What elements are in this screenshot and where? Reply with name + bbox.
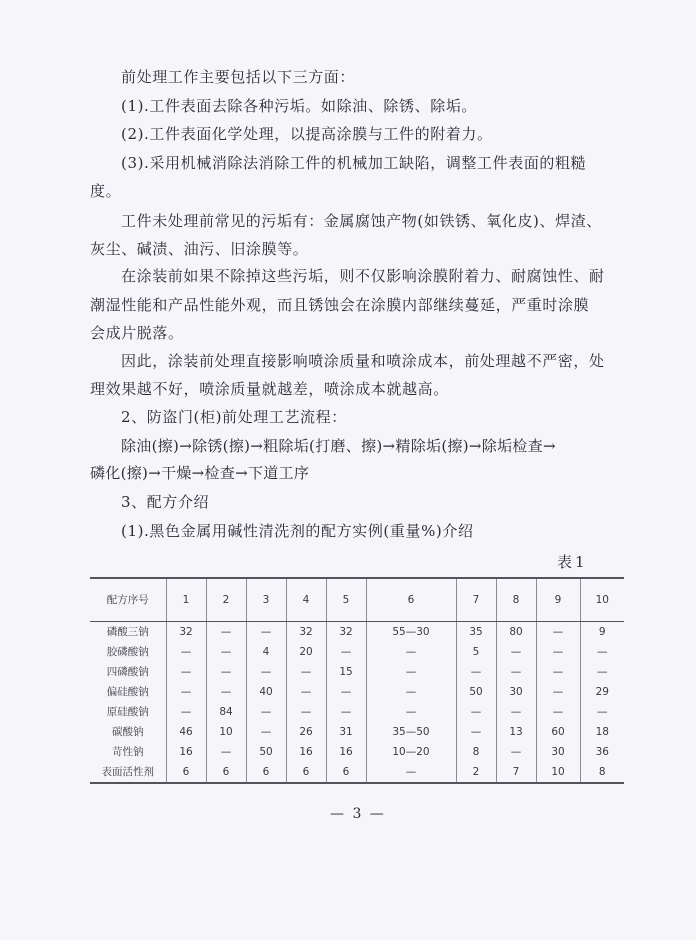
table-cell: — xyxy=(496,662,536,682)
table-cell: — xyxy=(166,662,206,682)
table-cell: 4 xyxy=(246,642,286,662)
table-cell: 30 xyxy=(536,742,580,762)
table-row xyxy=(90,682,624,702)
header-formula-2: 2 xyxy=(206,578,246,622)
table-cell: — xyxy=(206,742,246,762)
paragraph-intro: 前处理工作主要包括以下三方面： xyxy=(121,68,356,86)
paragraph-conclusion-line1: 因此，涂装前处理直接影响喷涂质量和喷涂成本，前处理越不严密，处 xyxy=(121,352,605,370)
table-cell: 8 xyxy=(456,742,496,762)
formula-table xyxy=(90,577,624,784)
table-row xyxy=(90,662,624,682)
table-cell: — xyxy=(580,642,624,662)
table-cell: 9 xyxy=(580,622,624,643)
table-cell: 46 xyxy=(166,722,206,742)
table-caption: 表1 xyxy=(557,553,588,571)
section3-heading: 3、配方介绍 xyxy=(121,493,210,511)
table-cell: — xyxy=(166,702,206,722)
section2-heading: 2、防盗门(柜)前处理工艺流程： xyxy=(121,408,347,426)
table-cell: 40 xyxy=(246,682,286,702)
table-cell: 7 xyxy=(496,762,536,783)
ingredient-name: 原硅酸钠 xyxy=(106,706,149,718)
ingredient-name: 胶磷酸钠 xyxy=(106,646,149,658)
table-row xyxy=(90,702,624,722)
table-cell: — xyxy=(166,642,206,662)
ingredient-name: 磷酸三钠 xyxy=(106,626,149,638)
process-flow-line1: 除油(擦)→除锈(擦)→粗除垢(打磨、擦)→精除垢(擦)→除垢检查→ xyxy=(121,437,556,455)
table-cell: — xyxy=(246,662,286,682)
table-cell: 84 xyxy=(206,702,246,722)
paragraph-dirt-line2: 灰尘、碱渍、油污、旧涂膜等。 xyxy=(90,240,309,258)
table-cell: — xyxy=(456,702,496,722)
table-cell: 8 xyxy=(580,762,624,783)
table-cell: 6 xyxy=(246,762,286,783)
header-formula-4: 4 xyxy=(286,578,326,622)
header-formula-5: 5 xyxy=(326,578,366,622)
ingredient-name: 碳酸钠 xyxy=(112,726,144,738)
table-cell: — xyxy=(326,702,366,722)
table-cell: — xyxy=(496,742,536,762)
table-cell: — xyxy=(206,622,246,643)
table-cell: — xyxy=(366,762,456,783)
table-cell: 80 xyxy=(496,622,536,643)
ingredient-name: 苛性钠 xyxy=(112,746,144,758)
header-formula-9: 9 xyxy=(536,578,580,622)
table-cell: 10 xyxy=(536,762,580,783)
table-cell: 35 xyxy=(456,622,496,643)
list-item-3-line1: (3).采用机械消除法消除工件的机械加工缺陷，调整工件表面的粗糙 xyxy=(121,154,587,172)
table-cell: — xyxy=(166,682,206,702)
table-row xyxy=(90,642,624,662)
table-cell: — xyxy=(286,682,326,702)
ingredient-name: 表面活性剂 xyxy=(90,762,166,783)
table-cell: 6 xyxy=(206,762,246,783)
table-row xyxy=(90,622,624,643)
header-formula-10: 10 xyxy=(580,578,624,622)
header-formula-no: 配方序号 xyxy=(90,578,166,622)
table-cell: — xyxy=(326,642,366,662)
table-cell: 16 xyxy=(166,742,206,762)
table-cell: 32 xyxy=(326,622,366,643)
table-cell: 50 xyxy=(456,682,496,702)
table-cell: 10 xyxy=(206,722,246,742)
table-cell: — xyxy=(496,702,536,722)
section3-subheading: (1).黑色金属用碱性清洗剂的配方实例(重量%)介绍 xyxy=(121,522,474,540)
header-formula-1: 1 xyxy=(166,578,206,622)
table-cell: — xyxy=(366,682,456,702)
table-cell: 36 xyxy=(580,742,624,762)
ingredient-name: 四磷酸钠 xyxy=(106,666,149,678)
table-cell: — xyxy=(246,702,286,722)
table-cell: — xyxy=(286,662,326,682)
table-cell: — xyxy=(456,722,496,742)
table-cell: 13 xyxy=(496,722,536,742)
table-cell: 10—20 xyxy=(366,742,456,762)
paragraph-effect-line1: 在涂装前如果不除掉这些污垢，则不仅影响涂膜附着力、耐腐蚀性、耐 xyxy=(121,267,605,285)
table-cell: 6 xyxy=(286,762,326,783)
table-cell: 18 xyxy=(580,722,624,742)
table-cell: 26 xyxy=(286,722,326,742)
table-cell: 29 xyxy=(580,682,624,702)
paragraph-conclusion-line2: 理效果越不好，喷涂质量就越差，喷涂成本就越高。 xyxy=(90,380,449,398)
table-cell: — xyxy=(326,682,366,702)
list-item-1: (1).工件表面去除各种污垢。如除油、除锈、除垢。 xyxy=(121,97,478,115)
table-cell: — xyxy=(456,662,496,682)
table-cell: — xyxy=(536,682,580,702)
table-cell: 6 xyxy=(166,762,206,783)
table-cell: — xyxy=(366,662,456,682)
table-cell: 16 xyxy=(286,742,326,762)
table-cell: 55—30 xyxy=(366,622,456,643)
table-cell: 32 xyxy=(286,622,326,643)
paragraph-effect-line3: 会成片脱落。 xyxy=(90,324,184,342)
list-item-2: (2).工件表面化学处理，以提高涂膜与工件的附着力。 xyxy=(121,125,493,143)
table-cell: — xyxy=(366,642,456,662)
header-formula-6: 6 xyxy=(366,578,456,622)
table-cell: 15 xyxy=(326,662,366,682)
table-cell: — xyxy=(206,642,246,662)
table-cell: — xyxy=(536,702,580,722)
table-header xyxy=(90,578,624,622)
table-cell: — xyxy=(580,662,624,682)
process-flow-line2: 磷化(擦)→干燥→检查→下道工序 xyxy=(90,464,310,482)
table-cell: — xyxy=(206,662,246,682)
table-cell: — xyxy=(536,642,580,662)
ingredient-name: 偏硅酸钠 xyxy=(106,686,149,698)
table-cell: — xyxy=(366,702,456,722)
table-cell: 50 xyxy=(246,742,286,762)
table-cell: — xyxy=(496,642,536,662)
list-item-3-line2: 度。 xyxy=(90,182,122,200)
table-cell: — xyxy=(246,722,286,742)
table-cell: — xyxy=(536,662,580,682)
table-cell: — xyxy=(580,702,624,722)
table-cell: 20 xyxy=(286,642,326,662)
table-cell: — xyxy=(206,682,246,702)
table-cell: 35—50 xyxy=(366,722,456,742)
table-cell: — xyxy=(536,622,580,643)
table-cell: 32 xyxy=(166,622,206,643)
table-cell: 6 xyxy=(326,762,366,783)
table-row xyxy=(90,762,624,783)
paragraph-effect-line2: 潮湿性能和产品性能外观，而且锈蚀会在涂膜内部继续蔓延，严重时涂膜 xyxy=(90,296,590,314)
header-formula-8: 8 xyxy=(496,578,536,622)
table-cell: — xyxy=(246,622,286,643)
table-cell: 31 xyxy=(326,722,366,742)
table-row xyxy=(90,722,624,742)
table-cell: 5 xyxy=(456,642,496,662)
table-cell: 16 xyxy=(326,742,366,762)
header-formula-7: 7 xyxy=(456,578,496,622)
table-cell: 2 xyxy=(456,762,496,783)
page-number: — 3 — xyxy=(330,806,386,822)
table-cell: 30 xyxy=(496,682,536,702)
table-body xyxy=(90,622,624,784)
table-cell: 60 xyxy=(536,722,580,742)
paragraph-dirt-line1: 工件未处理前常见的污垢有：金属腐蚀产物(如铁锈、氧化皮)、焊渣、 xyxy=(121,212,602,230)
header-formula-3: 3 xyxy=(246,578,286,622)
table-row xyxy=(90,742,624,762)
table-cell: — xyxy=(286,702,326,722)
